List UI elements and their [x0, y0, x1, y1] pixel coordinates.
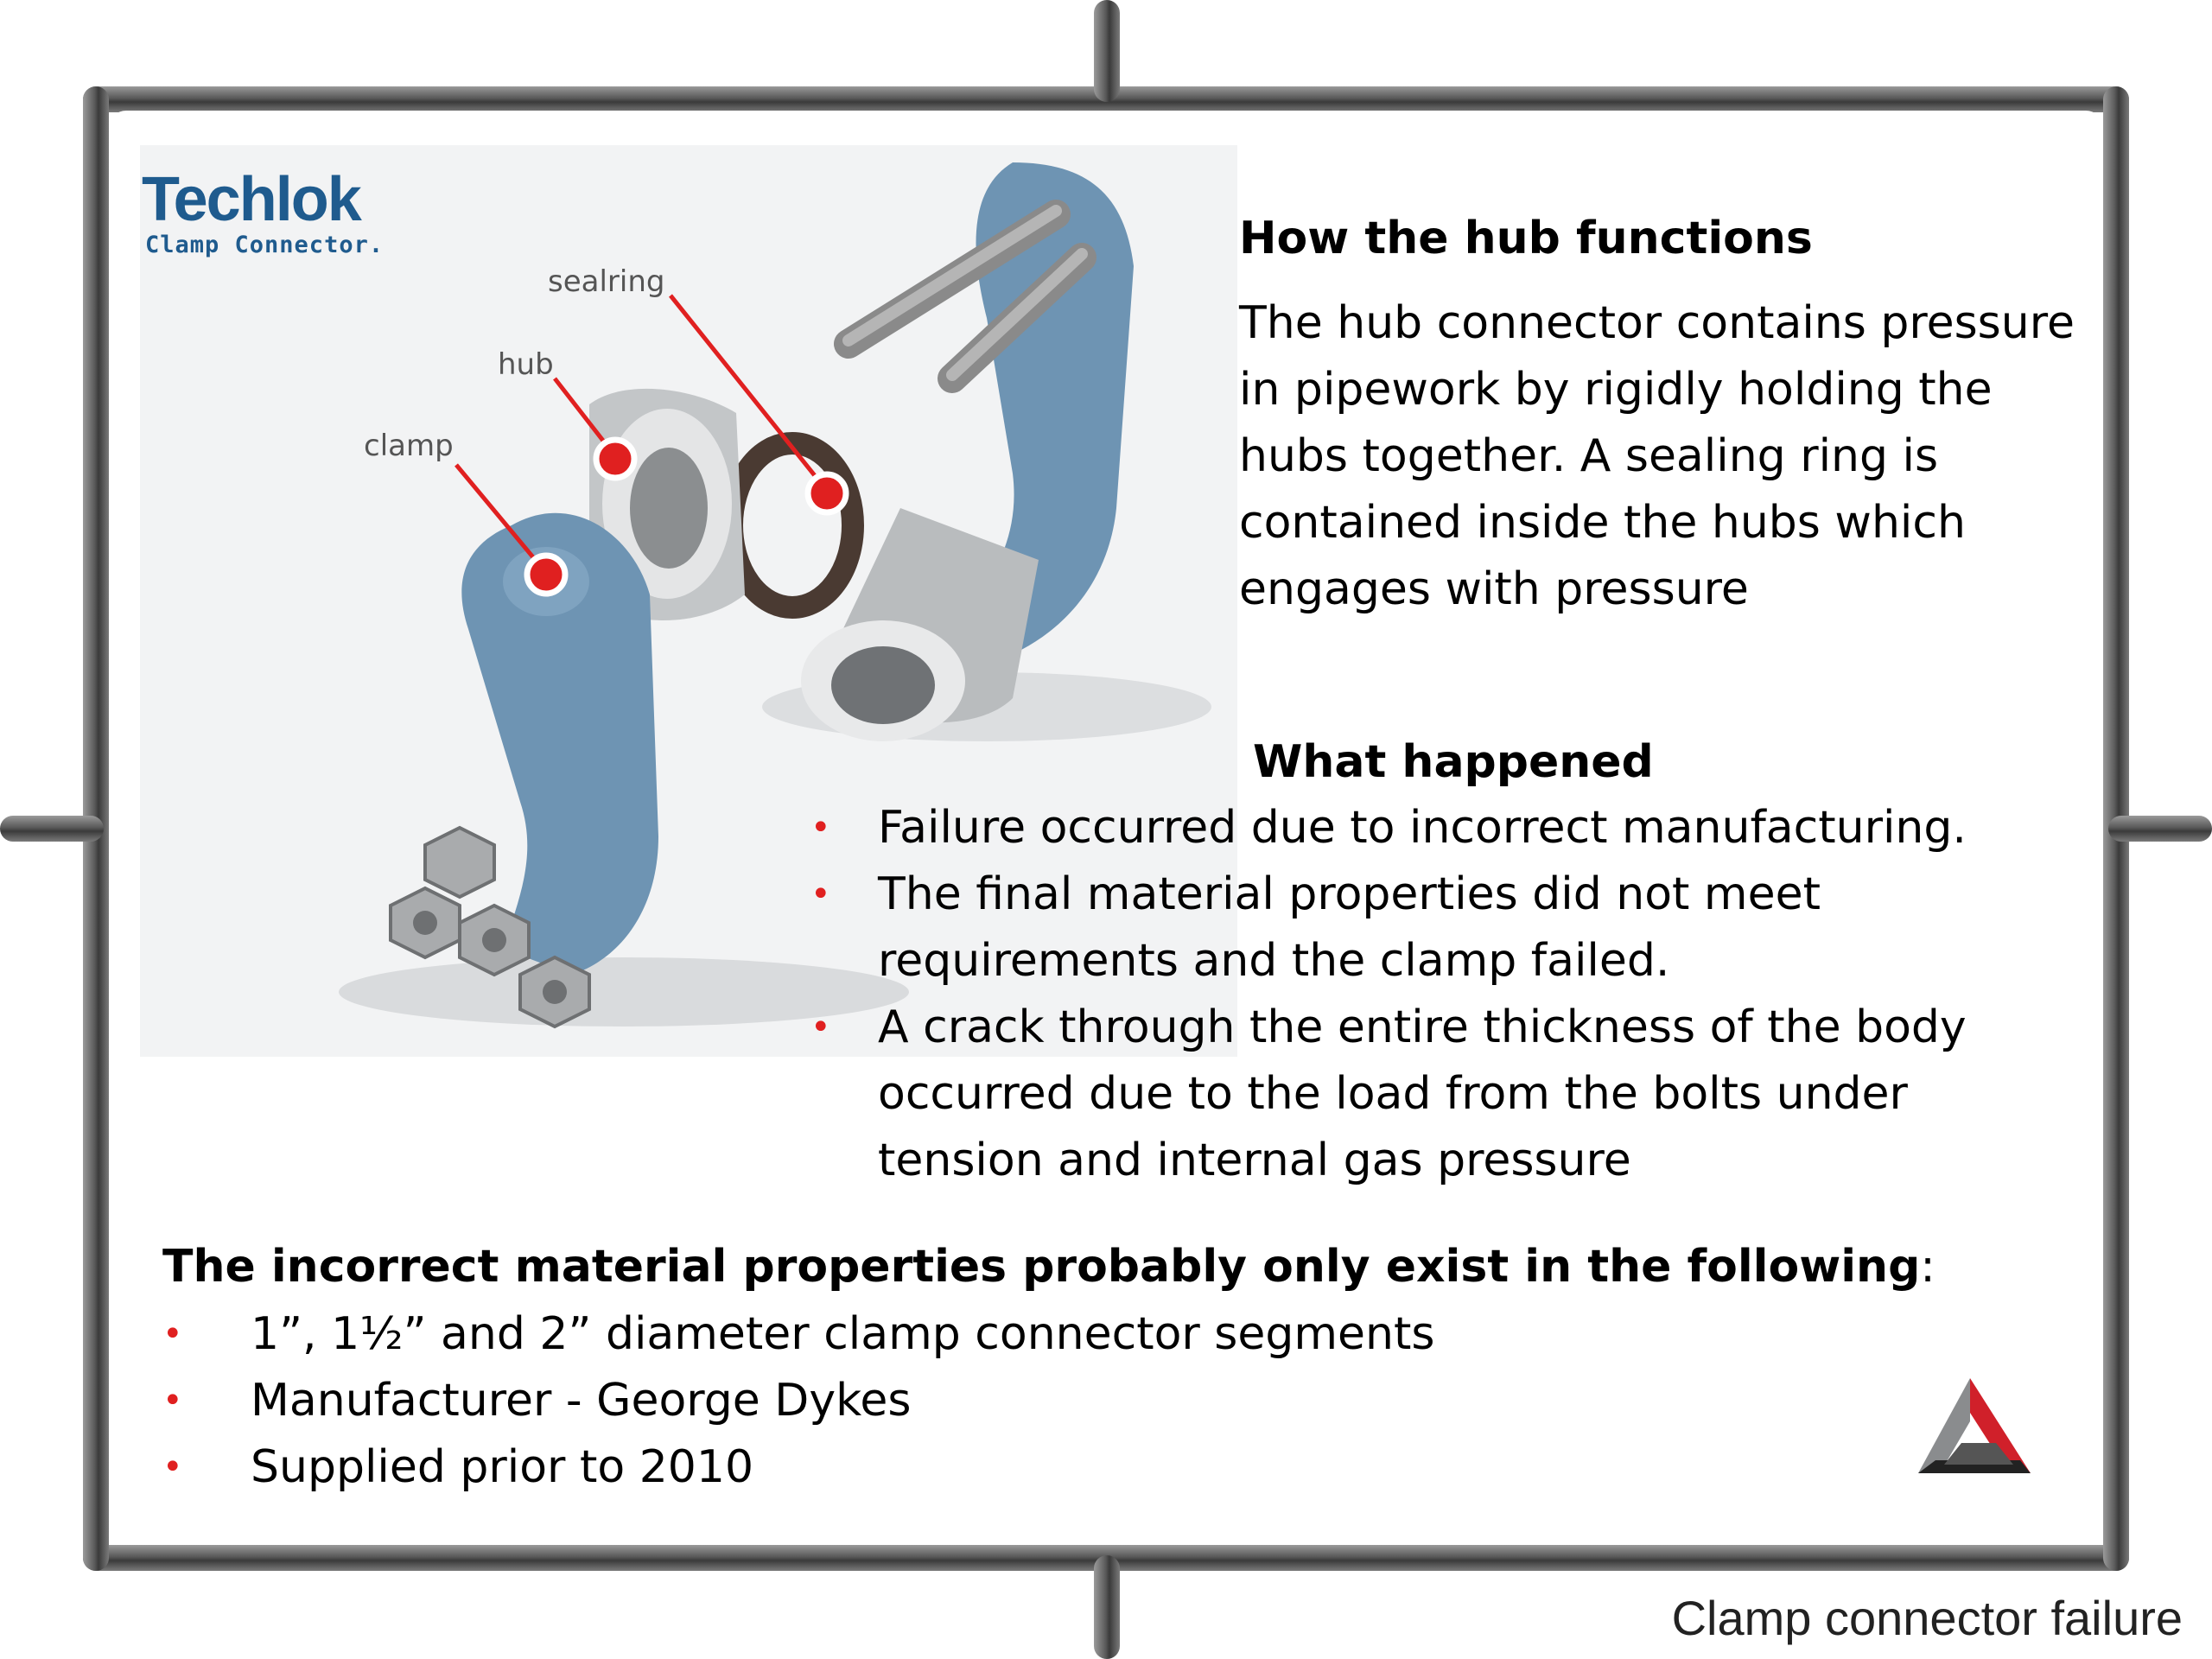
what-happened-list: [810, 795, 2001, 1194]
callout-clamp: clamp: [364, 429, 454, 463]
list-item: • Supplied prior to 2010: [162, 1441, 754, 1493]
list-item: • The final material properties did not meet requirements and the clamp failed.: [810, 868, 1821, 987]
list-item: • Manufacturer - George Dykes: [162, 1375, 912, 1427]
techlok-logo: Techlok: [142, 165, 360, 234]
what-happened-heading: What happened: [1253, 736, 1654, 788]
hub-functions-body: The hub connector contains pressure in pipework by rigidly holding the hubs together. A sealing ring is contained inside the hubs which engages with pressure: [1239, 297, 2075, 615]
triangle-logo-icon: [1910, 1374, 2039, 1490]
callout-hub: hub: [498, 347, 554, 382]
materials-list: [162, 1301, 1719, 1501]
hub-functions-heading: How the hub functions: [1239, 213, 1813, 264]
materials-heading: The incorrect material properties probably only exist in the following:: [162, 1241, 1936, 1293]
slide-footer-title: Clamp connector failure: [1671, 1591, 2183, 1645]
techlok-logo-tagline: Clamp Connector.: [145, 232, 385, 258]
callout-sealring: sealring: [548, 264, 665, 299]
list-item: • Failure occurred due to incorrect manufacturing.: [810, 802, 1967, 854]
list-item: • 1”, 1½” and 2” diameter clamp connector segments: [162, 1308, 1435, 1360]
list-item: • A crack through the entire thickness of the body occurred due to the load from the bolts under tension and internal gas pressure: [810, 1001, 1967, 1186]
